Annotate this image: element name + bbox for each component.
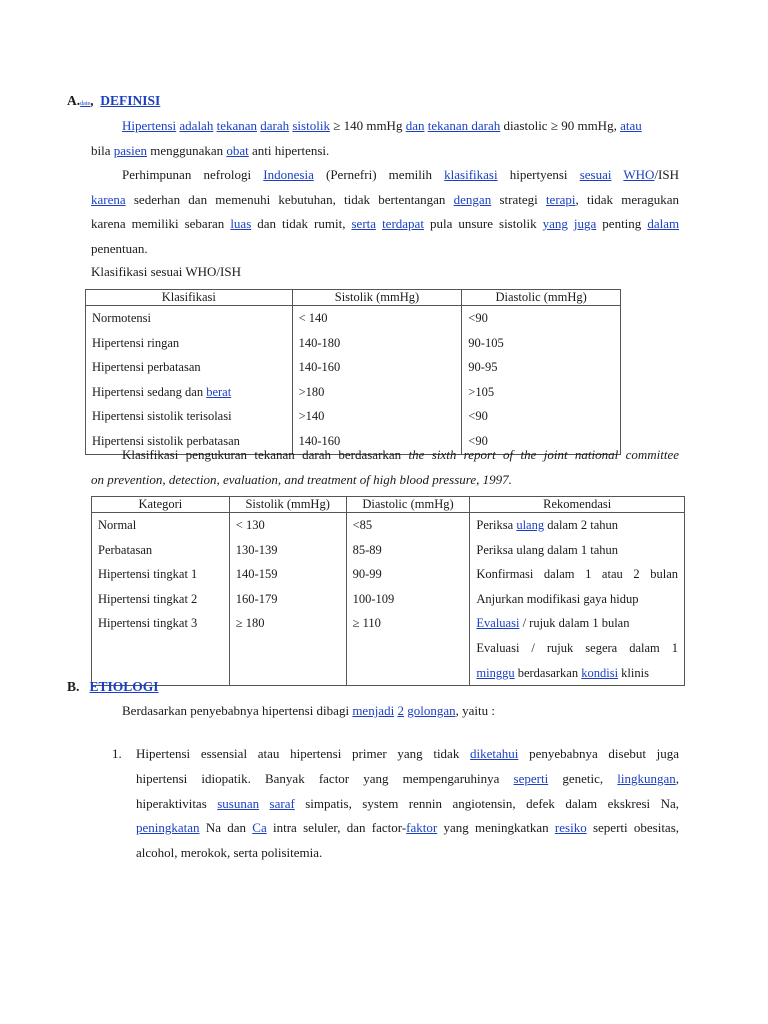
table-cell: <90: [468, 311, 488, 325]
link-tekanan-darah[interactable]: tekanan darah: [427, 118, 501, 133]
list-number: 1.: [112, 746, 122, 761]
table-cell: 90-105: [468, 335, 504, 350]
p1-line1: Hipertensi adalah tekanan darah sistolik ≥ 140 mmHg dan tekanan darah diastolic ≥ 90 mmHg, atau: [122, 118, 642, 133]
section-a-letter: A.: [67, 93, 81, 108]
link-berat[interactable]: berat: [206, 384, 232, 399]
link-yang[interactable]: yang: [542, 216, 568, 231]
link-who[interactable]: WHO: [623, 167, 655, 182]
link-menjadi[interactable]: menjadi: [352, 703, 395, 718]
p3-line1: Klasifikasi pengukuran tekanan darah berdasarkan the sixth report of the joint national committee: [122, 447, 680, 462]
table2-col-diastolic: [346, 513, 470, 686]
table2-header: Sistolik (mmHg): [229, 497, 346, 513]
list1-line2: hipertensi idiopatik. Banyak factor yang mempengaruhinya seperti genetic, lingkungan,: [136, 771, 680, 786]
list1-line3: hiperaktivitas susunan saraf simpatis, system rennin angiotensin, defek dalam ekskresi Na,: [136, 796, 680, 811]
link-lingkungan[interactable]: lingkungan: [617, 771, 676, 786]
p2-line4: penentuan.: [91, 241, 148, 256]
table-cell: < 130: [235, 518, 265, 532]
table2-col-sistolik: [229, 513, 346, 686]
table-cell: <90: [468, 409, 488, 424]
link-serta[interactable]: serta: [351, 216, 377, 231]
p2-line1: Perhimpunan nefrologi Indonesia (Pernefri) memilih klasifikasi hipertyensi sesuai WHO/ISH: [122, 167, 679, 182]
table-cell: Hipertensi ringan: [92, 335, 180, 350]
link-dalam[interactable]: dalam: [647, 216, 680, 231]
table1-col-diastolic: [462, 306, 621, 455]
link-terdapat[interactable]: terdapat: [382, 216, 424, 231]
table2-header: Diastolic (mmHg): [346, 497, 470, 513]
table-who-ish: [85, 289, 621, 455]
link-juga[interactable]: juga: [573, 216, 597, 231]
link-obat[interactable]: obat: [226, 143, 249, 158]
table1-header: Diastolic (mmHg): [462, 290, 621, 306]
link-susunan[interactable]: susunan: [217, 796, 260, 811]
link-golongan[interactable]: golongan: [407, 703, 456, 718]
table-cell: <90: [468, 433, 488, 448]
table-cell: < 140: [298, 311, 328, 325]
table-cell: Hipertensi tingkat 1: [98, 567, 198, 582]
table-jnc: [91, 496, 685, 686]
table-cell: Hipertensi tingkat 3: [98, 616, 198, 631]
table-cell: 90-95: [468, 360, 498, 375]
table-cell: Normotensi: [92, 311, 152, 325]
table-cell: Anjurkan modifikasi gaya hidup: [476, 591, 639, 606]
link-evaluasi[interactable]: Evaluasi: [476, 616, 520, 631]
table-cell: Konfirmasi dalam 1 atau 2 bulan: [476, 567, 678, 582]
list1-line1: Hipertensi essensial atau hipertensi primer yang tidak diketahui penyebabnya disebut juga: [136, 746, 680, 761]
table-cell: Evaluasi / rujuk dalam 1 bulan: [476, 616, 630, 631]
p2-line2: karena sederhan dan memenuhi kebutuhan, tidak bertentangan dengan strategi terapi, tidak meragukan: [91, 192, 679, 207]
link-faktor[interactable]: faktor: [406, 820, 438, 835]
table-cell: 90-99: [352, 567, 382, 582]
table-cell: Perbatasan: [98, 542, 153, 557]
p1-line2: bila pasien menggunakan obat anti hipertensi.: [91, 143, 330, 158]
link-luas[interactable]: luas: [230, 216, 252, 231]
link-karena[interactable]: karena: [91, 192, 126, 207]
link-tekanan[interactable]: tekanan: [216, 118, 257, 133]
table1-body: [86, 306, 621, 455]
table-cell: 160-179: [235, 591, 278, 606]
table-cell: Periksa ulang dalam 2 tahun: [476, 518, 619, 532]
link-sesuai[interactable]: sesuai: [579, 167, 612, 182]
table-cell: 140-180: [298, 335, 341, 350]
table-cell: 140-159: [235, 567, 278, 582]
table-cell: Evaluasi / rujuk segera dalam 1: [476, 640, 678, 655]
table-cell: 85-89: [352, 542, 382, 557]
table-cell: <85: [352, 518, 373, 532]
table-cell: Hipertensi sistolik perbatasan: [92, 433, 240, 448]
link-diketahui[interactable]: diketahui: [470, 746, 519, 761]
table-cell: >105: [468, 384, 495, 399]
table1-header-row: [86, 290, 621, 306]
link-ca[interactable]: Ca: [252, 820, 267, 835]
link-ulang[interactable]: ulang: [516, 518, 545, 532]
table-cell: >140: [298, 409, 325, 424]
link-peningkatan[interactable]: peningkatan: [136, 820, 200, 835]
link-indonesia[interactable]: Indonesia: [263, 167, 314, 182]
link-klasifikasi[interactable]: klasifikasi: [444, 167, 498, 182]
table-cell: >180: [298, 384, 325, 399]
p4-line: Berdasarkan penyebabnya hipertensi dibagi menjadi 2 golongan, yaitu :: [122, 703, 495, 718]
table2-col-kategori: [92, 513, 230, 686]
link-resiko[interactable]: resiko: [554, 820, 587, 835]
section-b-title[interactable]: ETIOLOGI: [89, 679, 159, 694]
link-hipertensi[interactable]: Hipertensi: [122, 118, 177, 133]
link-2[interactable]: 2: [397, 703, 404, 718]
table-cell: minggu berdasarkan kondisi klinis: [476, 665, 649, 680]
table1-header: Sistolik (mmHg): [292, 290, 462, 306]
link-saraf[interactable]: saraf: [269, 796, 295, 811]
table2-col-rekomendasi: [470, 513, 685, 686]
link-kondisi[interactable]: kondisi: [581, 665, 619, 680]
table1-col-sistolik: [292, 306, 462, 455]
section-a-tiny-link[interactable]: date: [80, 101, 91, 107]
table-cell: Periksa ulang dalam 1 tahun: [476, 542, 619, 557]
list1-line4: peningkatan Na dan Ca intra seluler, dan factor-faktor yang meningkatkan resiko seperti obesitas,: [136, 820, 680, 835]
table-cell: Hipertensi perbatasan: [92, 360, 201, 375]
table2-header-row: [92, 497, 685, 513]
link-minggu[interactable]: minggu: [476, 665, 515, 680]
table-cell: 100-109: [352, 591, 395, 606]
table-cell: Hipertensi sedang dan berat: [92, 384, 232, 399]
link-dan[interactable]: dan: [405, 118, 425, 133]
section-a-heading: A.date, DEFINISI: [67, 93, 161, 108]
table1-title: Klasifikasi sesuai WHO/ISH: [91, 264, 241, 279]
table2-body: [92, 513, 685, 686]
table-cell: Normal: [98, 518, 137, 532]
section-a-title[interactable]: DEFINISI: [100, 93, 161, 108]
table-cell: 140-160: [298, 360, 341, 375]
table2-header: Rekomendasi: [470, 497, 685, 513]
link-terapi[interactable]: terapi: [545, 192, 576, 207]
list1-line5: alcohol, merokok, serta polisitemia.: [136, 845, 323, 860]
table-cell: Hipertensi sistolik terisolasi: [92, 409, 232, 424]
link-pasien[interactable]: pasien: [113, 143, 147, 158]
p3-line2: on prevention, detection, evaluation, and treatment of high blood pressure, 1997.: [91, 472, 512, 487]
table-cell: 130-139: [235, 542, 278, 557]
link-adalah[interactable]: adalah: [179, 118, 214, 133]
table1-header: Klasifikasi: [86, 290, 293, 306]
table-cell: ≥ 180: [235, 616, 265, 631]
link-atau[interactable]: atau: [620, 118, 642, 133]
link-dengan[interactable]: dengan: [453, 192, 492, 207]
table-cell: Hipertensi tingkat 2: [98, 591, 198, 606]
section-b-heading: [67, 679, 159, 695]
link-darah[interactable]: darah: [260, 118, 290, 133]
table2-header: Kategori: [92, 497, 230, 513]
link-seperti[interactable]: seperti: [513, 771, 549, 786]
table1-col-klasifikasi: [86, 306, 293, 455]
table-cell: 140-160: [298, 433, 341, 448]
link-sistolik[interactable]: sistolik: [292, 118, 330, 133]
table-cell: ≥ 110: [352, 616, 381, 631]
p2-line3: karena memiliki sebaran luas dan tidak rumit, serta terdapat pula unsure sistolik yang juga penting dalam: [91, 216, 680, 231]
section-b-letter: B.: [67, 679, 80, 694]
